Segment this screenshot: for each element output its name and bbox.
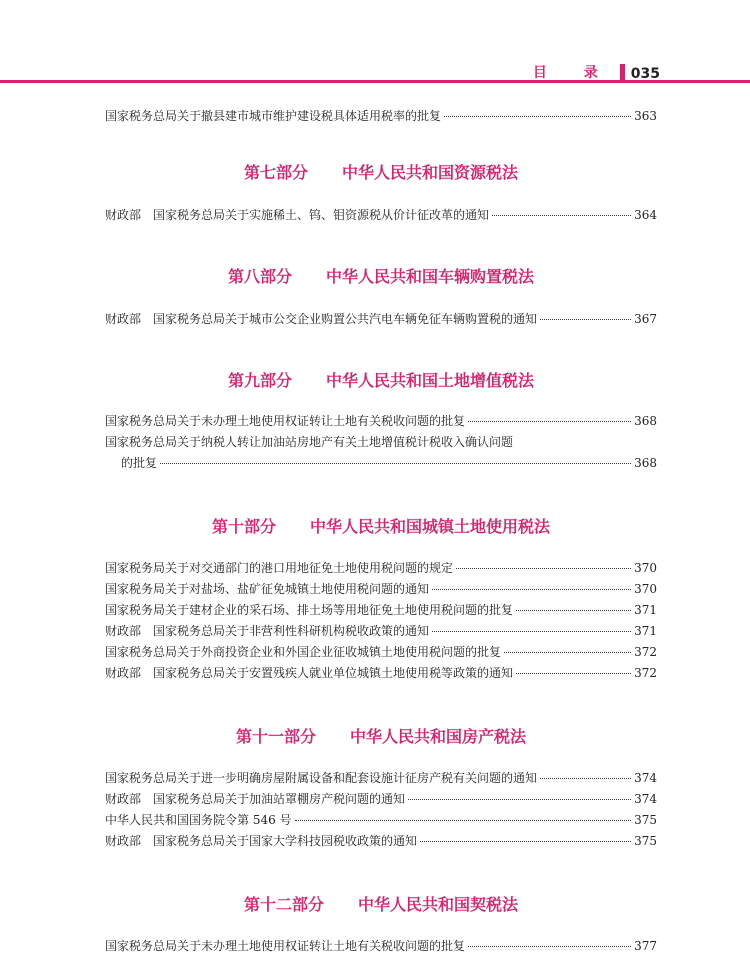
toc-entry-page: 375 — [634, 834, 657, 848]
section-title — [105, 162, 657, 184]
toc-entry[interactable] — [105, 768, 657, 789]
toc-entry[interactable] — [105, 205, 657, 226]
section-part-12 — [105, 894, 657, 957]
section-title — [105, 370, 657, 392]
toc-entry[interactable] — [105, 106, 657, 127]
section-title — [105, 894, 657, 916]
toc-entry[interactable] — [105, 558, 657, 579]
toc-entry-title: 国家税务总局关于进一步明确房屋附属设备和配套设施计征房产税有关问题的通知 — [105, 771, 538, 785]
section-part-label: 第十二部分 — [243, 895, 324, 914]
toc-entry-page: 370 — [634, 561, 657, 575]
header-page-number: 035 — [630, 66, 660, 82]
toc-entry-continuation — [105, 453, 657, 474]
section-part-label: 第十一部分 — [235, 727, 316, 746]
dot-leader — [540, 778, 631, 779]
section-name: 中华人民共和国契税法 — [358, 895, 519, 914]
toc-entry-title: 财政部 国家税务总局关于加油站罩棚房产税问题的通知 — [105, 792, 406, 806]
toc-entry-title: 财政部 国家税务总局关于实施稀土、钨、钼资源税从价计征改革的通知 — [105, 208, 490, 222]
toc-entry-title: 国家税务总局关于外商投资企业和外国企业征收城镇土地使用税问题的批复 — [105, 645, 502, 659]
section-part-8 — [105, 266, 657, 330]
dot-leader — [160, 463, 631, 464]
dot-leader — [295, 820, 632, 821]
toc-entry-title: 国家税务局关于建材企业的采石场、排土场等用地征免土地使用税问题的批复 — [105, 603, 514, 617]
toc-entry[interactable] — [105, 579, 657, 600]
dot-leader — [432, 589, 631, 590]
toc-entry-title: 国家税务局关于对交通部门的港口用地征免土地使用税问题的规定 — [105, 561, 454, 575]
toc-entry-page: 370 — [634, 582, 657, 596]
dot-leader — [432, 631, 631, 632]
toc-entry-title: 国家税务总局关于撤县建市城市维护建设税具体适用税率的批复 — [105, 109, 442, 123]
section-part-label: 第七部分 — [243, 163, 308, 182]
toc-entry-page: 377 — [634, 939, 657, 953]
toc-entry-page: 368 — [634, 414, 657, 428]
toc-entry[interactable] — [105, 621, 657, 642]
dot-leader — [504, 652, 631, 653]
toc-entry[interactable] — [105, 642, 657, 663]
section-name: 中华人民共和国城镇土地使用税法 — [310, 517, 551, 536]
toc-entry-title-line1: 国家税务总局关于纳税人转让加油站房地产有关土地增值税计税收入确认问题 — [105, 435, 514, 449]
toc-entry-title: 财政部 国家税务总局关于非营利性科研机构税收政策的通知 — [105, 624, 430, 638]
section-title — [105, 726, 657, 748]
dot-leader — [516, 673, 631, 674]
section-name: 中华人民共和国车辆购置税法 — [326, 267, 535, 286]
toc-entry-title: 财政部 国家税务总局关于国家大学科技园税收政策的通知 — [105, 834, 418, 848]
section-part-label: 第八部分 — [227, 267, 292, 286]
dot-leader — [468, 946, 631, 947]
section-part-label: 第九部分 — [227, 371, 292, 390]
toc-entry[interactable] — [105, 663, 657, 684]
dot-leader — [456, 568, 631, 569]
toc-entry-page: 375 — [634, 813, 657, 827]
toc-entry-page: 364 — [634, 208, 657, 222]
section-part-9 — [105, 370, 657, 474]
toc-entry[interactable] — [105, 789, 657, 810]
section-name: 中华人民共和国土地增值税法 — [326, 371, 535, 390]
dot-leader — [420, 841, 631, 842]
toc-entry-title: 国家税务总局关于未办理土地使用权证转让土地有关税收问题的批复 — [105, 939, 466, 953]
toc-entry-title-line2: 的批复 — [121, 456, 158, 470]
section-title — [105, 266, 657, 288]
toc-entry[interactable] — [105, 600, 657, 621]
dot-leader — [468, 421, 631, 422]
toc-entry[interactable] — [105, 810, 657, 831]
toc-entry[interactable] — [105, 411, 657, 432]
dot-leader — [540, 319, 631, 320]
dot-leader — [444, 116, 631, 117]
toc-entry-page: 371 — [634, 624, 657, 638]
section-part-11 — [105, 726, 657, 852]
section-title — [105, 516, 657, 538]
toc-content — [105, 106, 657, 957]
toc-entry-page: 363 — [634, 109, 657, 123]
dot-leader — [408, 799, 631, 800]
toc-entry[interactable] — [105, 936, 657, 957]
section-part-label: 第十部分 — [211, 517, 276, 536]
toc-entry-page: 372 — [634, 645, 657, 659]
toc-entry-page: 368 — [634, 456, 657, 470]
toc-entry[interactable] — [105, 831, 657, 852]
toc-entry-title: 中华人民共和国国务院令第 546 号 — [105, 813, 292, 827]
toc-entry[interactable] — [105, 309, 657, 330]
toc-entry-page: 371 — [634, 603, 657, 617]
toc-entry-page: 372 — [634, 666, 657, 680]
section-part-10 — [105, 516, 657, 684]
running-header — [533, 62, 660, 82]
toc-entry-title: 国家税务局关于对盐场、盐矿征免城镇土地使用税问题的通知 — [105, 582, 430, 596]
section-name: 中华人民共和国资源税法 — [342, 163, 519, 182]
toc-entry-multiline[interactable] — [105, 432, 657, 474]
toc-entry-page: 367 — [634, 312, 657, 326]
section-part-7 — [105, 162, 657, 226]
toc-entry-title: 财政部 国家税务总局关于城市公交企业购置公共汽电车辆免征车辆购置税的通知 — [105, 312, 538, 326]
toc-entry-title: 财政部 国家税务总局关于安置残疾人就业单位城镇土地使用税等政策的通知 — [105, 666, 514, 680]
toc-entry-page: 374 — [634, 771, 657, 785]
header-title: 目 录 — [532, 65, 614, 81]
toc-entry-page: 374 — [634, 792, 657, 806]
toc-entry-title: 国家税务总局关于未办理土地使用权证转让土地有关税收问题的批复 — [105, 414, 466, 428]
header-divider — [620, 64, 625, 82]
dot-leader — [492, 215, 631, 216]
section-name: 中华人民共和国房产税法 — [350, 727, 527, 746]
dot-leader — [516, 610, 631, 611]
